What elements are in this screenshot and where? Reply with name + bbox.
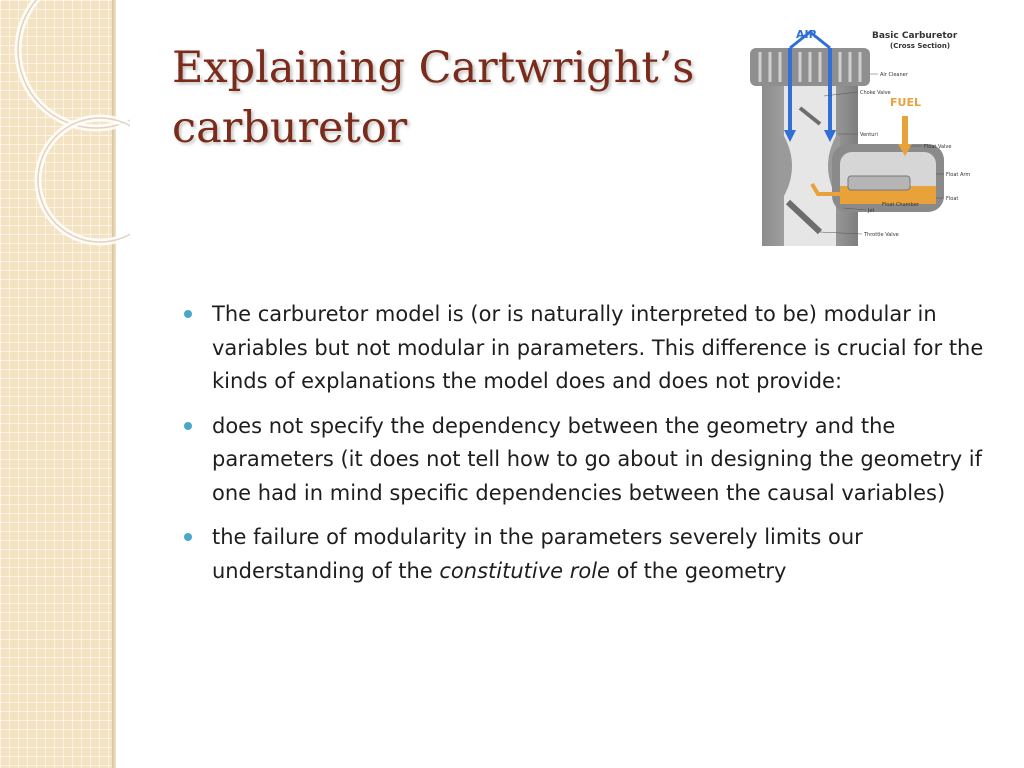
bullet-text-3-after: of the geometry: [609, 558, 787, 583]
slide-title-line-1: Explaining Cartwright’s: [172, 43, 695, 93]
bullet-item-3: [182, 521, 1002, 588]
fuel-label: FUEL: [890, 96, 921, 109]
label-float-arm: Float Arm: [946, 172, 971, 178]
slide-title: [172, 38, 732, 158]
label-float-valve: Float Valve: [924, 144, 952, 150]
bullet-text-3-emphasis: constitutive role: [439, 558, 610, 583]
bullet-text-2: does not specify the dependency between the geometry and the parameters (it does not tell how to go about in designing the geometry if one had in mind specific dependencies between the causal variables): [212, 413, 983, 505]
bullet-text-1: The carburetor model is (or is naturally interpreted to be) modular in variables but not modular in parameters. This difference is crucial for the kinds of explanations the model does and does not provide:: [212, 302, 984, 393]
diagram-subtitle: (Cross Section): [890, 42, 951, 50]
bullet-dot-icon: [184, 310, 192, 318]
bullet-dot-icon: [184, 533, 192, 541]
bullet-item-1: [182, 298, 1002, 399]
bullet-item-2: [182, 410, 1002, 511]
bullet-list: [182, 298, 1002, 599]
carburetor-diagram: [740, 26, 980, 250]
label-float-chamber: Float Chamber: [882, 202, 919, 208]
label-choke-valve: Choke Valve: [860, 90, 891, 96]
decorative-circles: [0, 0, 130, 260]
label-air-cleaner: Air Cleaner: [880, 72, 908, 78]
bullet-text-3-before: the failure of modularity in the parameters severely limits our understanding of the: [212, 525, 863, 583]
diagram-title: Basic Carburetor: [872, 31, 958, 41]
air-label: AIR: [796, 28, 818, 41]
label-jet: Jet: [868, 208, 875, 214]
label-throttle-valve: Throttle Valve: [864, 232, 899, 238]
bullet-dot-icon: [184, 422, 192, 430]
label-venturi: Venturi: [860, 132, 878, 138]
slide-title-line-2: carburetor: [172, 103, 408, 153]
label-float: Float: [946, 196, 959, 202]
